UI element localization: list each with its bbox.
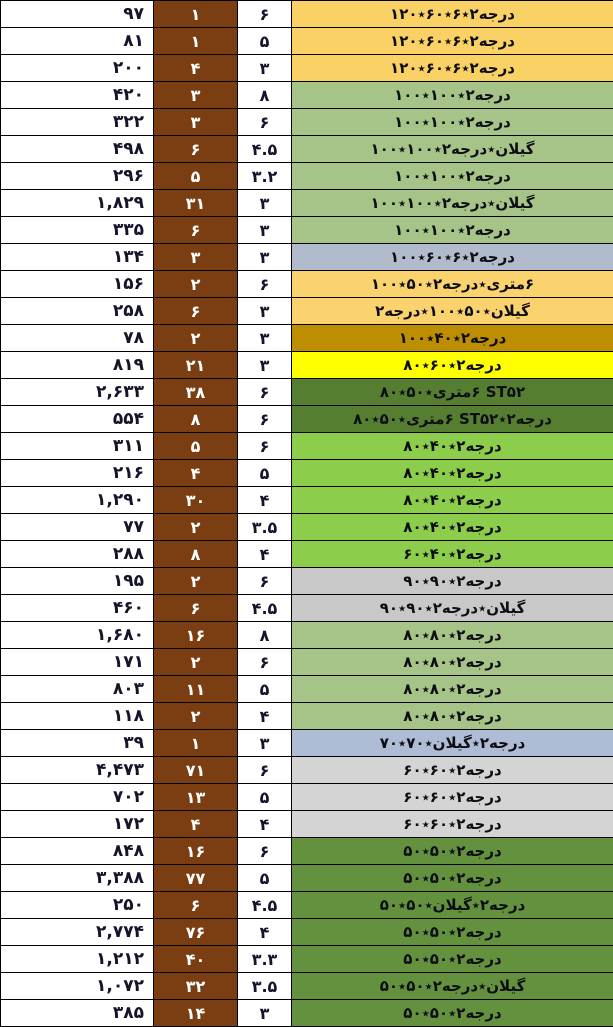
quantity-cell[interactable]: ۱,۲۱۲ [1, 946, 154, 973]
table-row [1, 379, 613, 406]
thickness-cell[interactable]: ۳ [238, 325, 292, 352]
table-row [1, 811, 613, 838]
product-label-cell[interactable]: گیلان٭درجه۲٭۱۰۰٭۱۰۰ [292, 136, 613, 163]
quantity-cell[interactable]: ۷۰۲ [1, 784, 154, 811]
table-row [1, 163, 613, 190]
quantity-cell[interactable]: ۵۵۴ [1, 406, 154, 433]
product-label-cell[interactable]: درجه۲٭۶۰٭۶۰ [292, 784, 613, 811]
bundle-count-cell[interactable]: ۸ [154, 541, 238, 568]
bundle-count-cell[interactable]: ۳ [154, 82, 238, 109]
product-label-cell[interactable]: درجه۲٭۶۰٭۸۰ [292, 352, 613, 379]
thickness-cell[interactable]: ۵ [238, 865, 292, 892]
bundle-count-cell[interactable]: ۸ [154, 406, 238, 433]
table-row [1, 703, 613, 730]
bundle-count-cell[interactable]: ۳۲ [154, 973, 238, 1000]
thickness-cell[interactable]: ۶ [238, 757, 292, 784]
thickness-cell[interactable]: ۴ [238, 487, 292, 514]
thickness-cell[interactable]: ۳ [238, 352, 292, 379]
table-row [1, 973, 613, 1000]
quantity-cell[interactable]: ۱۵۶ [1, 271, 154, 298]
product-label-cell[interactable]: درجه۲٭۵۰٭۵۰ [292, 865, 613, 892]
bundle-count-cell[interactable]: ۴۰ [154, 946, 238, 973]
thickness-cell[interactable]: ۳.۵ [238, 514, 292, 541]
bundle-count-cell[interactable]: ۳۱ [154, 190, 238, 217]
table-row [1, 568, 613, 595]
thickness-cell[interactable]: ۶ [238, 1, 292, 28]
bundle-count-cell[interactable]: ۱۶ [154, 622, 238, 649]
product-label-cell[interactable]: درجه۲٭۸۰٭۸۰ [292, 649, 613, 676]
thickness-cell[interactable]: ۴ [238, 811, 292, 838]
table-row [1, 271, 613, 298]
table-row [1, 757, 613, 784]
quantity-cell[interactable]: ۳۲۲ [1, 109, 154, 136]
thickness-cell[interactable]: ۳.۵ [238, 973, 292, 1000]
product-label-cell[interactable]: درجه۲٭۴۰٭۸۰ [292, 433, 613, 460]
bundle-count-cell[interactable]: ۱ [154, 730, 238, 757]
table-row [1, 55, 613, 82]
quantity-cell[interactable]: ۲۸۸ [1, 541, 154, 568]
table-row [1, 352, 613, 379]
table-row [1, 784, 613, 811]
thickness-cell[interactable]: ۶ [238, 568, 292, 595]
table-row [1, 946, 613, 973]
product-label-cell[interactable]: گیلان٭۵۰٭۱۰۰٭درجه۲ [292, 298, 613, 325]
thickness-cell[interactable]: ۶ [238, 838, 292, 865]
thickness-cell[interactable]: ۶ [238, 379, 292, 406]
product-label-cell[interactable]: درجه۲٭۱۰۰٭۱۰۰ [292, 109, 613, 136]
thickness-cell[interactable]: ۶ [238, 433, 292, 460]
quantity-cell[interactable]: ۳۹ [1, 730, 154, 757]
product-label-cell[interactable]: درجه۲٭۶٭۶۰٭۱۰۰ [292, 244, 613, 271]
thickness-cell[interactable]: ۵ [238, 676, 292, 703]
bundle-count-cell[interactable]: ۱۶ [154, 838, 238, 865]
quantity-cell[interactable]: ۴۹۸ [1, 136, 154, 163]
bundle-count-cell[interactable]: ۲ [154, 568, 238, 595]
bundle-count-cell[interactable]: ۱ [154, 1, 238, 28]
thickness-cell[interactable]: ۳ [238, 298, 292, 325]
product-label-cell[interactable]: درجه۲٭۴۰٭۸۰ [292, 514, 613, 541]
table-row [1, 433, 613, 460]
bundle-count-cell[interactable]: ۴ [154, 460, 238, 487]
thickness-cell[interactable]: ۶ [238, 406, 292, 433]
product-label-cell[interactable]: درجه۲٭۴۰٭۸۰ [292, 487, 613, 514]
thickness-cell[interactable]: ۸ [238, 622, 292, 649]
quantity-cell[interactable]: ۲۰۰ [1, 55, 154, 82]
quantity-cell[interactable]: ۴,۴۷۳ [1, 757, 154, 784]
quantity-cell[interactable]: ۲,۷۷۴ [1, 919, 154, 946]
inventory-table-body [1, 1, 613, 1027]
table-row [1, 865, 613, 892]
quantity-cell[interactable]: ۴۲۰ [1, 82, 154, 109]
table-row [1, 514, 613, 541]
product-label-cell[interactable]: درجه۲٭۸۰٭۸۰ [292, 676, 613, 703]
table-row [1, 919, 613, 946]
thickness-cell[interactable]: ۳ [238, 244, 292, 271]
table-row [1, 460, 613, 487]
quantity-cell[interactable]: ۸۱ [1, 28, 154, 55]
table-row [1, 487, 613, 514]
table-row [1, 28, 613, 55]
table-row [1, 1000, 613, 1027]
product-label-cell[interactable]: درجه۲٭۱۰۰٭۱۰۰ [292, 217, 613, 244]
table-row [1, 325, 613, 352]
table-row [1, 136, 613, 163]
product-label-cell[interactable]: درجه۲٭۴۰٭۱۰۰ [292, 325, 613, 352]
quantity-cell[interactable]: ۸۰۳ [1, 676, 154, 703]
table-row [1, 838, 613, 865]
bundle-count-cell[interactable]: ۴ [154, 811, 238, 838]
product-label-cell[interactable]: درجه۲٭۶٭۶۰٭۱۲۰ [292, 55, 613, 82]
thickness-cell[interactable]: ۶ [238, 649, 292, 676]
bundle-count-cell[interactable]: ۱ [154, 28, 238, 55]
product-label-cell[interactable]: درجه۲٭۶٭۶۰٭۱۲۰ [292, 1, 613, 28]
thickness-cell[interactable]: ۳ [238, 730, 292, 757]
quantity-cell[interactable]: ۱۳۴ [1, 244, 154, 271]
bundle-count-cell[interactable]: ۲ [154, 649, 238, 676]
table-row [1, 190, 613, 217]
thickness-cell[interactable]: ۴.۵ [238, 892, 292, 919]
thickness-cell[interactable]: ۴ [238, 919, 292, 946]
product-label-cell[interactable]: درجه۲٭۶٭۶۰٭۱۲۰ [292, 28, 613, 55]
quantity-cell[interactable]: ۳۱۱ [1, 433, 154, 460]
quantity-cell[interactable]: ۱,۸۲۹ [1, 190, 154, 217]
table-row [1, 622, 613, 649]
product-label-cell[interactable]: درجه۲٭۴۰٭۶۰ [292, 541, 613, 568]
thickness-cell[interactable]: ۳ [238, 217, 292, 244]
quantity-cell[interactable]: ۳۳۵ [1, 217, 154, 244]
thickness-cell[interactable]: ۴ [238, 703, 292, 730]
table-row [1, 595, 613, 622]
product-label-cell[interactable]: درجه۲٭۵۰٭۵۰ [292, 946, 613, 973]
bundle-count-cell[interactable]: ۷۱ [154, 757, 238, 784]
product-label-cell[interactable]: درجه۲٭۵۰٭۵۰ [292, 919, 613, 946]
product-label-cell[interactable]: درجه۲٭۶۰٭۶۰ [292, 811, 613, 838]
table-row [1, 892, 613, 919]
product-label-cell[interactable]: درجه۲٭گیلان٭۵۰٭۵۰ [292, 892, 613, 919]
product-label-cell[interactable]: درجه۲٭۵۰٭۵۰ [292, 838, 613, 865]
bundle-count-cell[interactable]: ۶ [154, 595, 238, 622]
quantity-cell[interactable]: ۸۱۹ [1, 352, 154, 379]
table-row [1, 730, 613, 757]
table-row [1, 649, 613, 676]
bundle-count-cell[interactable]: ۲ [154, 514, 238, 541]
thickness-cell[interactable]: ۳ [238, 55, 292, 82]
thickness-cell[interactable]: ۶ [238, 271, 292, 298]
thickness-cell[interactable]: ۴.۵ [238, 136, 292, 163]
product-label-cell[interactable]: درجه۲٭۱۰۰٭۱۰۰ [292, 163, 613, 190]
quantity-cell[interactable]: ۱۹۵ [1, 568, 154, 595]
quantity-cell[interactable]: ۷۷ [1, 514, 154, 541]
product-label-cell[interactable]: ST۵۲ ‏۶متری٭۵۰٭۸۰ [292, 379, 613, 406]
product-label-cell[interactable]: درجه۲٭۹۰٭۹۰ [292, 568, 613, 595]
bundle-count-cell[interactable]: ۱۳ [154, 784, 238, 811]
quantity-cell[interactable]: ۳۸۵ [1, 1000, 154, 1027]
product-label-cell[interactable]: درجه۲٭۶۰٭۶۰ [292, 757, 613, 784]
bundle-count-cell[interactable]: ۵ [154, 163, 238, 190]
thickness-cell[interactable]: ۳ [238, 190, 292, 217]
table-row [1, 298, 613, 325]
thickness-cell[interactable]: ۵ [238, 460, 292, 487]
bundle-count-cell[interactable]: ۲ [154, 325, 238, 352]
bundle-count-cell[interactable]: ۷۷ [154, 865, 238, 892]
bundle-count-cell[interactable]: ۶ [154, 298, 238, 325]
table-row [1, 217, 613, 244]
quantity-cell[interactable]: ۲,۶۳۳ [1, 379, 154, 406]
product-label-cell[interactable]: درجه۲٭۸۰٭۸۰ [292, 703, 613, 730]
bundle-count-cell[interactable]: ۳ [154, 109, 238, 136]
product-label-cell[interactable]: درجه۲٭۸۰٭۸۰ [292, 622, 613, 649]
bundle-count-cell[interactable]: ۷۶ [154, 919, 238, 946]
bundle-count-cell[interactable]: ۲ [154, 271, 238, 298]
product-label-cell[interactable]: درجه۲٭۴۰٭۸۰ [292, 460, 613, 487]
quantity-cell[interactable]: ۳,۳۸۸ [1, 865, 154, 892]
thickness-cell[interactable]: ۶ [238, 109, 292, 136]
quantity-cell[interactable]: ۱,۲۹۰ [1, 487, 154, 514]
quantity-cell[interactable]: ۸۴۸ [1, 838, 154, 865]
quantity-cell[interactable]: ۲۱۶ [1, 460, 154, 487]
bundle-count-cell[interactable]: ۱۱ [154, 676, 238, 703]
thickness-cell[interactable]: ۳.۲ [238, 163, 292, 190]
product-label-cell[interactable]: درجه۲٭گیلان٭۷۰٭۷۰ [292, 730, 613, 757]
quantity-cell[interactable]: ۱۷۲ [1, 811, 154, 838]
bundle-count-cell[interactable]: ۶ [154, 892, 238, 919]
bundle-count-cell[interactable]: ۶ [154, 217, 238, 244]
product-label-cell[interactable]: درجه۲٭۱۰۰٭۱۰۰ [292, 82, 613, 109]
thickness-cell[interactable]: ۵ [238, 28, 292, 55]
quantity-cell[interactable]: ۲۵۰ [1, 892, 154, 919]
bundle-count-cell[interactable]: ۱۴ [154, 1000, 238, 1027]
table-row [1, 676, 613, 703]
thickness-cell[interactable]: ۴ [238, 541, 292, 568]
table-row [1, 406, 613, 433]
table-row [1, 1, 613, 28]
bundle-count-cell[interactable]: ۲ [154, 703, 238, 730]
product-label-cell[interactable]: گیلان٭درجه۲٭۵۰٭۵۰ [292, 973, 613, 1000]
product-label-cell[interactable]: گیلان٭درجه۲٭۹۰٭۹۰ [292, 595, 613, 622]
thickness-cell[interactable]: ۸ [238, 82, 292, 109]
thickness-cell[interactable]: ۳.۳ [238, 946, 292, 973]
thickness-cell[interactable]: ۳ [238, 1000, 292, 1027]
product-label-cell[interactable]: ۶متری٭درجه۲٭۵۰٭۱۰۰ [292, 271, 613, 298]
quantity-cell[interactable]: ۱۷۱ [1, 649, 154, 676]
quantity-cell[interactable]: ۱,۰۷۲ [1, 973, 154, 1000]
product-label-cell[interactable]: درجه۲٭ST۵۲ ‏۶متری٭۵۰٭۸۰ [292, 406, 613, 433]
bundle-count-cell[interactable]: ۳ [154, 244, 238, 271]
product-label-cell[interactable]: درجه۲٭۵۰٭۵۰ [292, 1000, 613, 1027]
bundle-count-cell[interactable]: ۵ [154, 433, 238, 460]
table-row [1, 109, 613, 136]
table-row [1, 541, 613, 568]
bundle-count-cell[interactable]: ۳۸ [154, 379, 238, 406]
quantity-cell[interactable]: ۱۱۸ [1, 703, 154, 730]
thickness-cell[interactable]: ۵ [238, 784, 292, 811]
bundle-count-cell[interactable]: ۴ [154, 55, 238, 82]
quantity-cell[interactable]: ۹۷ [1, 1, 154, 28]
quantity-cell[interactable]: ۴۶۰ [1, 595, 154, 622]
table-row [1, 82, 613, 109]
bundle-count-cell[interactable]: ۲۱ [154, 352, 238, 379]
quantity-cell[interactable]: ۲۹۶ [1, 163, 154, 190]
quantity-cell[interactable]: ۷۸ [1, 325, 154, 352]
quantity-cell[interactable]: ۲۵۸ [1, 298, 154, 325]
bundle-count-cell[interactable]: ۶ [154, 136, 238, 163]
quantity-cell[interactable]: ۱,۶۸۰ [1, 622, 154, 649]
table-row [1, 244, 613, 271]
thickness-cell[interactable]: ۴.۵ [238, 595, 292, 622]
product-label-cell[interactable]: گیلان٭درجه۲٭۱۰۰٭۱۰۰ [292, 190, 613, 217]
bundle-count-cell[interactable]: ۳۰ [154, 487, 238, 514]
